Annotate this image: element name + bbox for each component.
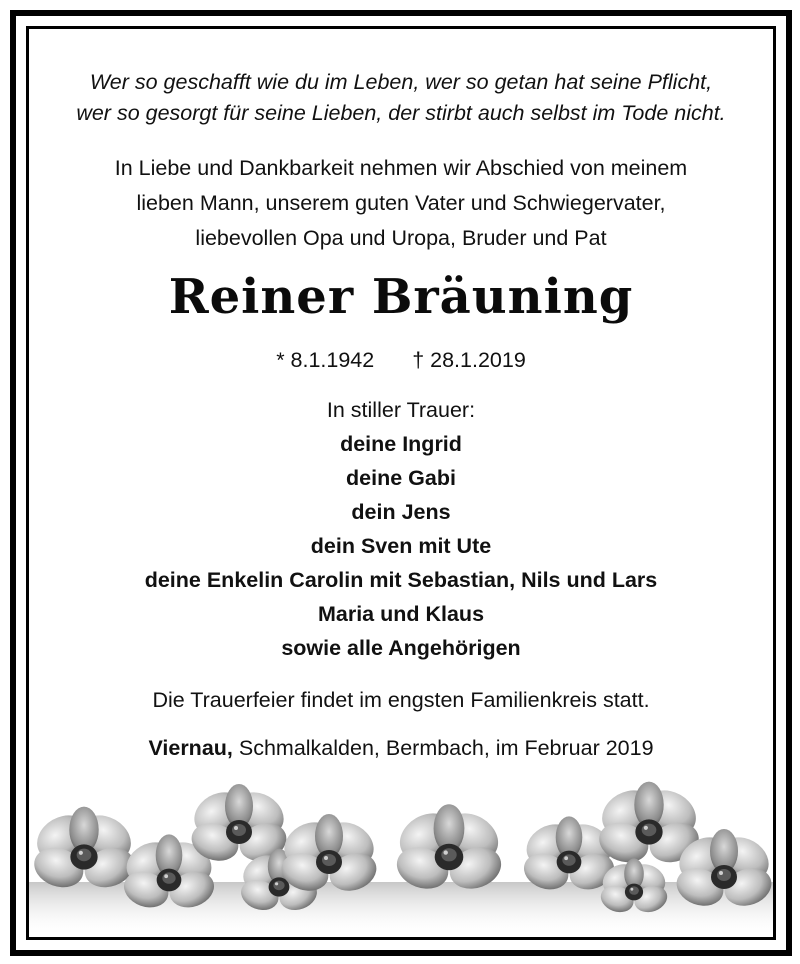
mourner-item: deine Gabi [346,466,456,490]
farewell-intro [29,151,773,256]
mourner-item: sowie alle Angehörigen [281,636,521,660]
mourners-list [29,427,773,665]
quote-line-1: Wer so geschafft wie du im Leben, wer so getan hat seine Pflicht, [89,70,713,94]
orchid-flowers-image [29,762,773,937]
place-rest: Schmalkalden, Bermbach, im Februar 2019 [232,736,654,760]
mourner-item: dein Jens [351,500,451,524]
death-date: † 28.1.2019 [412,348,526,372]
intro-line-3: liebevollen Opa und Uropa, Bruder und Pat [195,226,607,250]
mourning-heading: In stiller Trauer: [326,398,476,422]
mourner-item: deine Ingrid [340,432,462,456]
place-city: Viernau, [148,736,233,760]
place-and-date [29,731,773,765]
outer-border [10,10,792,956]
deceased-name: Reiner Bräuning [168,269,634,325]
mourner-item: dein Sven mit Ute [310,534,492,558]
quote-line-2: wer so gesorgt für seine Lieben, der stirbt auch selbst im Tode nicht. [76,101,726,125]
intro-line-1: In Liebe und Dankbarkeit nehmen wir Abschied von meinem [114,156,688,180]
intro-line-2: lieben Mann, unserem guten Vater und Schwiegervater, [136,191,666,215]
birth-date: * 8.1.1942 [276,348,375,372]
life-dates [29,345,773,375]
ceremony-note: Die Trauerfeier findet im engsten Familienkreis statt. [152,688,650,712]
mourner-item: deine Enkelin Carolin mit Sebastian, Nils und Lars [144,568,658,592]
orchid-flowers-illustration [29,762,773,937]
notice-panel [26,26,776,940]
mourner-item: Maria und Klaus [317,602,485,626]
memorial-quote [29,67,773,129]
